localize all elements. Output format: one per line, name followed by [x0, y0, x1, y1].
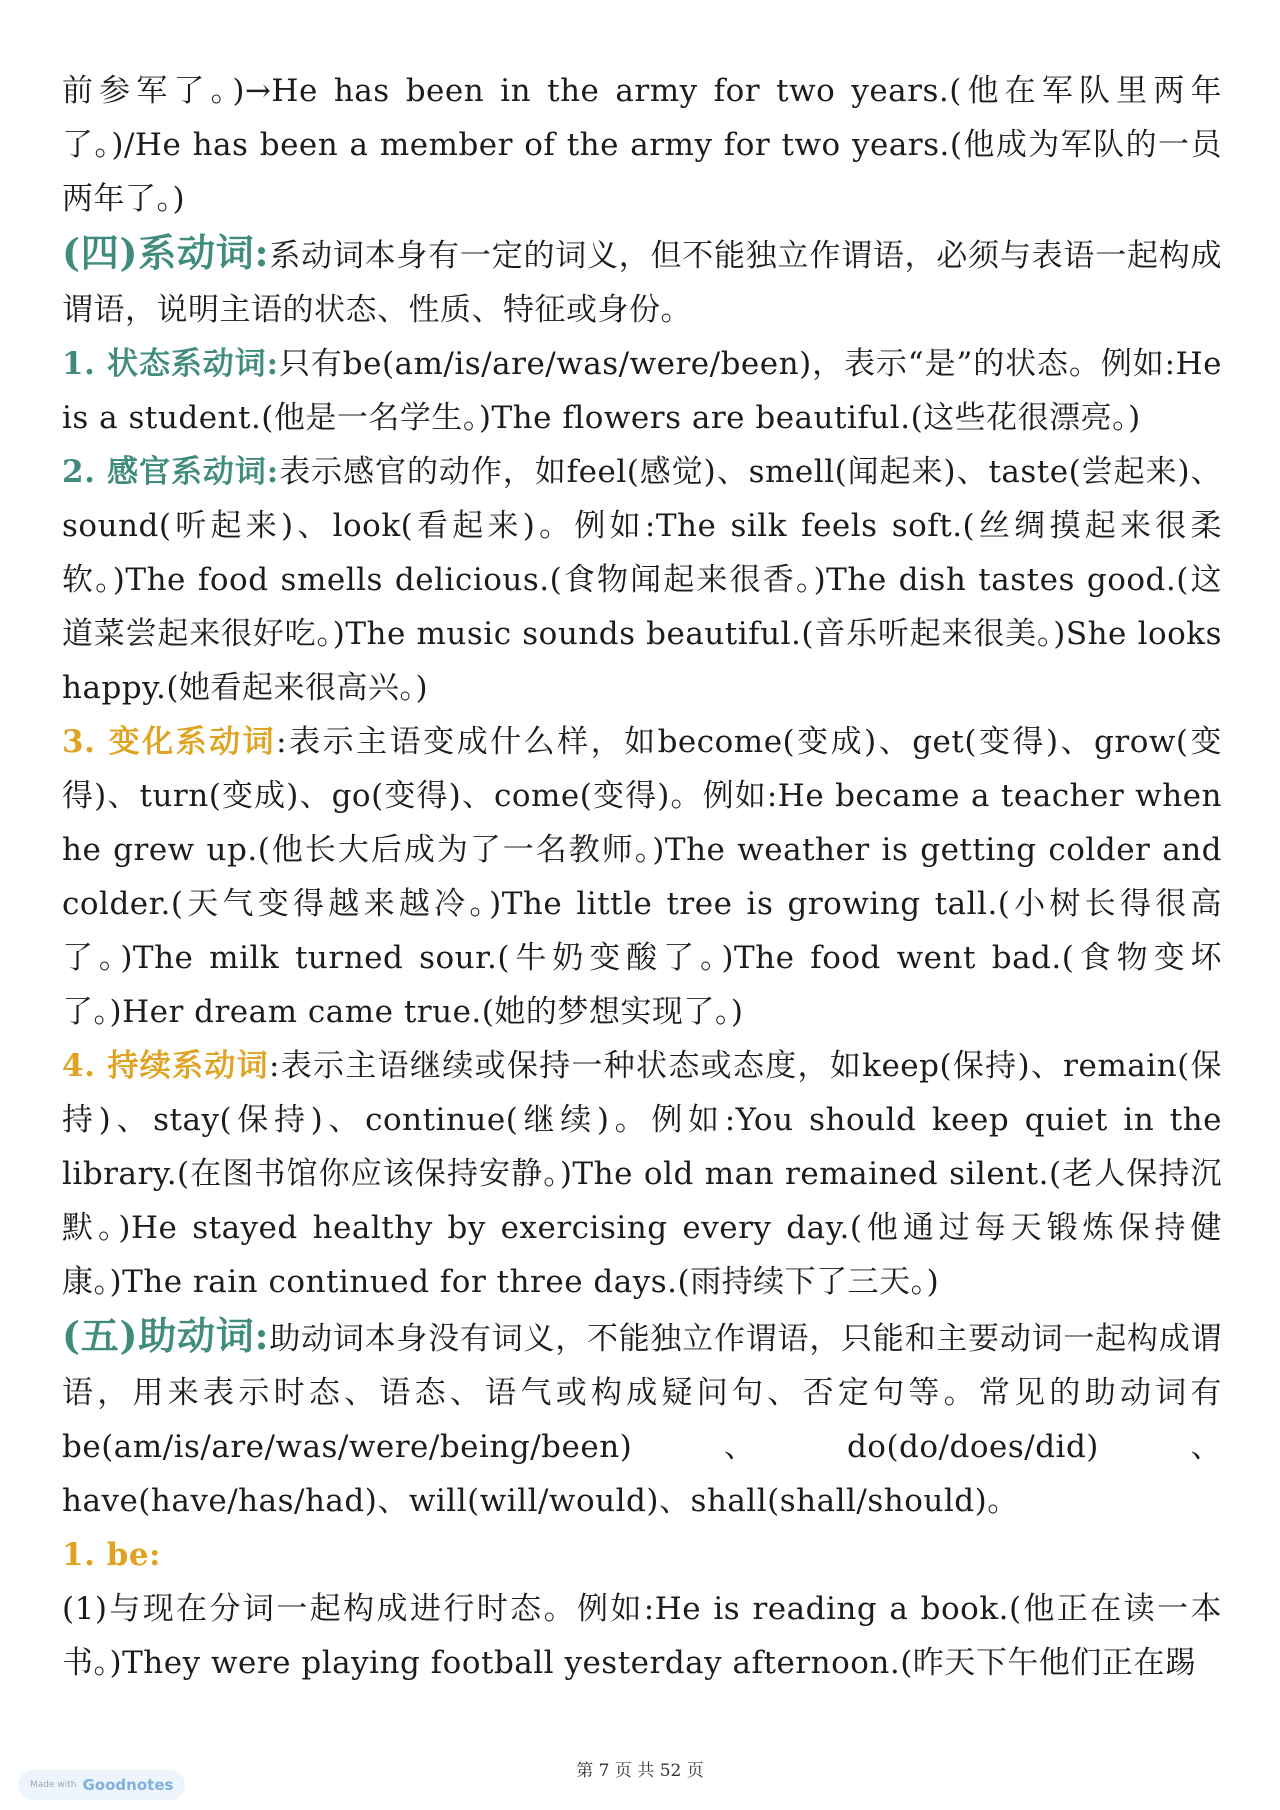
item-heading: 4. 持续系动词 [62, 1048, 269, 1084]
paragraph-text: 前参军了。)→He has been in the army for two years.(他在军队里两年了。)/He has been a member of the army for two years.(他成为军队的一员两年了。) [62, 73, 1222, 217]
paragraph-continuation [62, 64, 1222, 226]
section-text: 系动词本身有一定的词义，但不能独立作谓语，必须与表语一起构成谓语，说明主语的状态、性质、特征或身份。 [62, 238, 1222, 328]
section-heading: (五)助动词: [62, 1313, 270, 1358]
item-continuing-linking-verbs [62, 1039, 1222, 1309]
item-change-linking-verbs [62, 715, 1222, 1039]
item-be-heading [62, 1528, 1222, 1582]
section-heading: (四)系动词: [62, 230, 270, 275]
goodnotes-watermark [18, 1770, 185, 1800]
item-text: :表示主语继续或保持一种状态或态度，如keep(保持)、remain(保持)、stay(保持)、continue(继续)。例如:You should keep quiet in the library.(在图书馆你应该保持安静。)The old man remained silent.(老人保持沉默。)He stayed healthy by exercising every day.(他通过每天锻炼保持健康。)The rain continued for three days.(雨持续下了三天。) [62, 1048, 1222, 1300]
section-linking-verbs [62, 226, 1222, 337]
watermark-brand: Goodnotes [82, 1776, 174, 1794]
section-text: 助动词本身没有词义，不能独立作谓语，只能和主要动词一起构成谓语，用来表示时态、语态、语气或构成疑问句、否定句等。常见的助动词有be(am/is/are/was/were/being/been)、do(do/does/did)、have(have/has/had)、will(will/would)、shall(shall/should)。 [62, 1321, 1222, 1519]
item-be-usage-1 [62, 1582, 1222, 1690]
item-heading: 1. be: [62, 1537, 161, 1573]
item-text: (1)与现在分词一起构成进行时态。例如:He is reading a book.(他正在读一本书。)They were playing football yesterday afternoon.(昨天下午他们正在踢 [62, 1591, 1222, 1681]
item-state-linking-verbs [62, 337, 1222, 445]
watermark-made-with: Made with [30, 1780, 77, 1790]
item-text: 只有be(am/is/are/was/were/been)，表示“是”的状态。例如:He is a student.(他是一名学生。)The flowers are beautiful.(这些花很漂亮。) [62, 346, 1222, 436]
item-text: 表示感官的动作，如feel(感觉)、smell(闻起来)、taste(尝起来)、sound(听起来)、look(看起来)。例如:The silk feels soft.(丝绸摸起来很柔软。)The food smells delicious.(食物闻起来很香。)The dish tastes good.(这道菜尝起来很好吃。)The music sounds beautiful.(音乐听起来很美。)She looks happy.(她看起来很高兴。) [62, 454, 1222, 706]
item-heading: 3. 变化系动词 [62, 724, 277, 760]
page-number: 第 7 页 共 52 页 [576, 1761, 704, 1781]
document-body [62, 64, 1222, 1690]
item-heading: 1. 状态系动词: [62, 346, 279, 382]
item-heading: 2. 感官系动词: [62, 454, 279, 490]
section-auxiliary-verbs [62, 1309, 1222, 1528]
item-sense-linking-verbs [62, 445, 1222, 715]
item-text: :表示主语变成什么样，如become(变成)、get(变得)、grow(变得)、turn(变成)、go(变得)、come(变得)。例如:He became a teacher when he grew up.(他长大后成为了一名教师。)The weather is getting colder and colder.(天气变得越来越冷。)The little tree is growing tall.(小树长得很高了。)The milk turned sour.(牛奶变酸了。)The food went bad.(食物变坏了。)Her dream came true.(她的梦想实现了。) [62, 724, 1222, 1030]
